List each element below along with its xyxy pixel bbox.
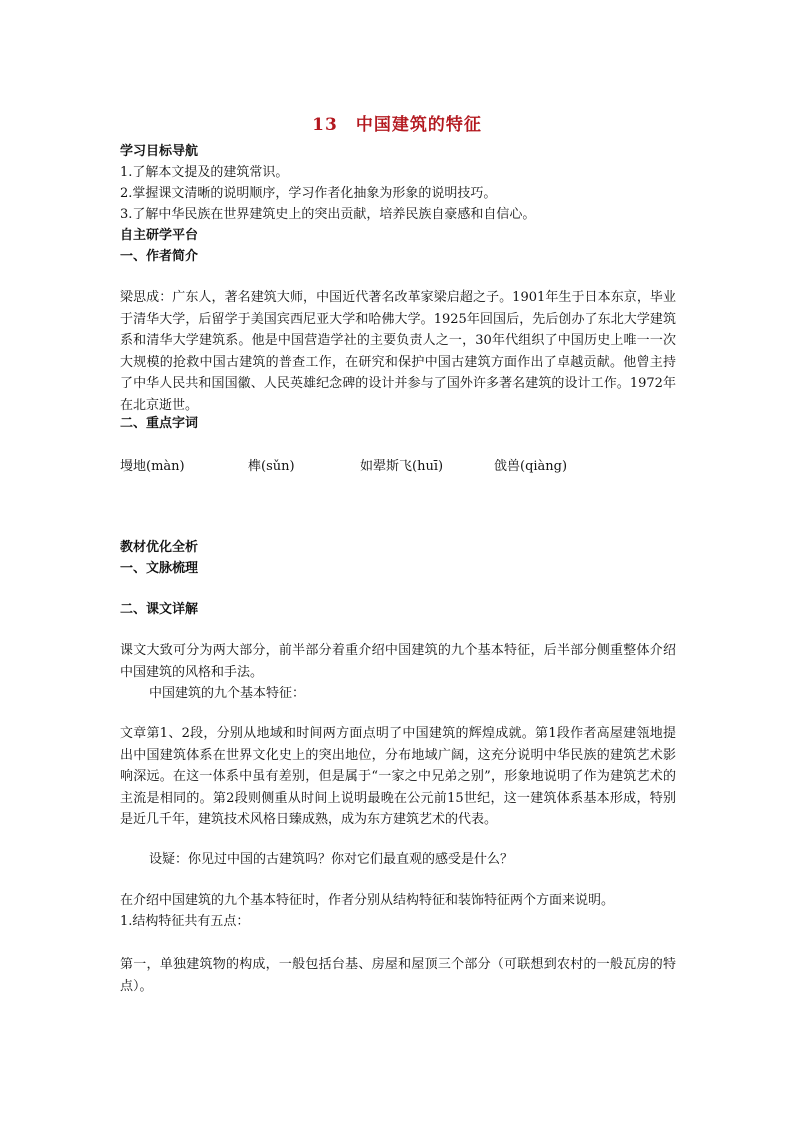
question-prompt: 设疑：你见过中国的古建筑吗？你对它们最直观的感受是什么？	[149, 852, 514, 867]
structural-features-heading: 1.结构特征共有五点：	[120, 914, 250, 929]
vocab-item: 榫(sǔn)	[248, 459, 295, 474]
study-goal-item: 2.掌握课文清晰的说明顺序，学习作者化抽象为形象的说明技巧。	[120, 186, 497, 201]
vocab-section-heading: 二、重点字词	[120, 416, 199, 431]
nine-features-heading: 中国建筑的九个基本特征：	[149, 686, 306, 701]
context-section-heading: 一、文脉梳理	[120, 561, 199, 576]
analysis-heading: 教材优化全析	[120, 540, 199, 555]
study-goals-heading: 学习目标导航	[120, 144, 199, 159]
vocab-item: 墁地(màn)	[120, 459, 185, 474]
self-study-heading: 自主研学平台	[120, 228, 199, 243]
features-intro: 在介绍中国建筑的九个基本特征时，作者分别从结构特征和装饰特征两个方面来说明。	[120, 893, 615, 908]
page-title: 13 中国建筑的特征	[312, 115, 482, 135]
author-paragraph: 梁思成：广东人，著名建筑大师，中国近代著名改革家梁启超之子。1901年生于日本东京，毕业于清华大学，后留学于美国宾西尼亚大学和哈佛大学。1925年回国后，先后创办了东北大学建筑系和清华大学建筑系。他是中国营造学社的主要负责人之一，30年代组织了中国历史上唯一一次大规模的抢救中国古建筑的普查工作，在研究和保护中国古建筑方面作出了卓越贡献。他曾主持了中华人民共和国国徽、人民英雄纪念碑的设计并参与了国外许多著名建筑的设计工作。1972年在北京逝世。	[120, 290, 676, 413]
vocab-item: 如翚斯飞(huī)	[360, 459, 444, 474]
paragraph-analysis: 文章第1、2段，分别从地域和时间两方面点明了中国建筑的辉煌成就。第1段作者高屋建瓴地提出中国建筑体系在世界文化史上的突出地位，分布地域广阔，这充分说明中华民族的建筑艺术影响深远。在这一体系中虽有差别，但是属于“一家之中兄弟之别”，形象地说明了作为建筑艺术的主流是相同的。第2段则侧重从时间上说明最晚在公元前15世纪，这一建筑体系基本形成，特别是近几千年，建筑技术风格日臻成熟，成为东方建筑艺术的代表。	[120, 726, 676, 827]
structure-paragraph: 课文大致可分为两大部分，前半部分着重介绍中国建筑的九个基本特征，后半部分侧重整体介绍中国建筑的风格和手法。	[120, 643, 676, 680]
author-section-heading: 一、作者简介	[120, 249, 199, 264]
study-goal-item: 1.了解本文提及的建筑常识。	[120, 165, 289, 180]
study-goal-item: 3.了解中华民族在世界建筑史上的突出贡献，培养民族自豪感和自信心。	[120, 207, 536, 222]
vocab-item: 戗兽(qiàng)	[494, 459, 568, 474]
text-explanation-heading: 二、课文详解	[120, 602, 199, 617]
first-feature-paragraph: 第一，单独建筑物的构成，一般包括台基、房屋和屋顶三个部分（可联想到农村的一般瓦房的特点）。	[120, 957, 676, 994]
